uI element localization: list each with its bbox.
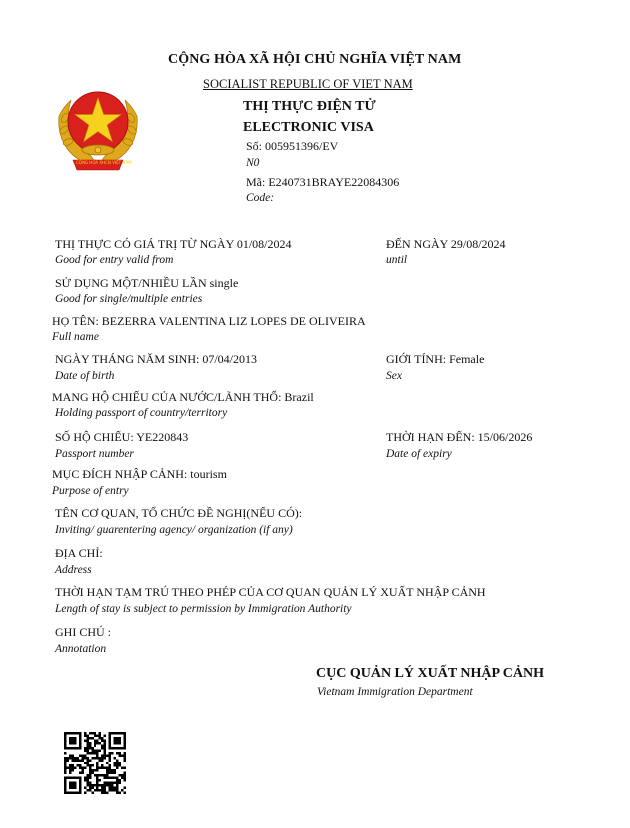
address-label: Address xyxy=(55,564,92,576)
department-name-vi: CỤC QUẢN LÝ XUẤT NHẬP CẢNH xyxy=(316,666,545,681)
passport-expiry-label: Date of expiry xyxy=(386,448,452,460)
country-name-en: SOCIALIST REPUBLIC OF VIET NAM xyxy=(203,77,413,91)
entries-label: Good for single/multiple entries xyxy=(55,293,203,305)
annotation-value: GHI CHÚ : xyxy=(55,625,111,639)
sex-value: GIỚI TÍNH: Female xyxy=(386,352,485,366)
agency-value: TÊN CƠ QUAN, TỔ CHỨC ĐỀ NGHỊ(NẾU CÓ): xyxy=(55,506,303,520)
country-name-vi: CỘNG HÒA XÃ HỘI CHỦ NGHĨA VIỆT NAM xyxy=(168,52,462,67)
qr-code-icon xyxy=(64,732,126,794)
stay-label: Length of stay is subject to permission by Immigration Authority xyxy=(55,603,352,615)
passport-expiry-value: THỜI HẠN ĐẾN: 15/06/2026 xyxy=(386,430,533,444)
visa-code-label-en: Code: xyxy=(246,192,275,204)
valid-until-label: until xyxy=(386,254,408,266)
dob-value: NGÀY THÁNG NĂM SINH: 07/04/2013 xyxy=(55,352,258,366)
full-name-value: HỌ TÊN: BEZERRA VALENTINA LIZ LOPES DE OLIVEIRA xyxy=(52,314,366,328)
entries-value: SỬ DỤNG MỘT/NHIỀU LẦN single xyxy=(55,276,239,290)
doc-title-vi: THỊ THỰC ĐIỆN TỬ xyxy=(243,99,376,114)
visa-number: Số: 005951396/EV xyxy=(246,139,339,153)
agency-label: Inviting/ guarentering agency/ organization (if any) xyxy=(55,524,293,536)
valid-from-label: Good for entry valid from xyxy=(55,254,174,266)
valid-from-value: THỊ THỰC CÓ GIÁ TRỊ TỪ NGÀY 01/08/2024 xyxy=(55,237,292,251)
doc-title-en: ELECTRONIC VISA xyxy=(243,120,374,135)
purpose-label: Purpose of entry xyxy=(52,485,129,497)
passport-number-value: SỐ HỘ CHIẾU: YE220843 xyxy=(55,430,189,444)
department-name-en: Vietnam Immigration Department xyxy=(317,686,473,698)
nationality-value: MANG HỘ CHIẾU CỦA NƯỚC/LÃNH THỔ: Brazil xyxy=(52,390,314,404)
purpose-value: MỤC ĐÍCH NHẬP CẢNH: tourism xyxy=(52,467,227,481)
address-value: ĐỊA CHỈ: xyxy=(55,546,103,560)
emblem-ribbon-text: CỘNG HÒA XHCN VIỆT NAM xyxy=(76,160,132,165)
annotation-label: Annotation xyxy=(55,643,107,655)
passport-number-label: Passport number xyxy=(55,448,134,460)
valid-until-value: ĐẾN NGÀY 29/08/2024 xyxy=(386,237,506,251)
full-name-label: Full name xyxy=(52,331,99,343)
sex-label: Sex xyxy=(386,370,402,382)
nationality-label: Holding passport of country/territory xyxy=(55,407,228,419)
visa-number-label-en: N0 xyxy=(246,157,260,169)
stay-value: THỜI HẠN TẠM TRÚ THEO PHÉP CỦA CƠ QUAN QUẢN LÝ XUẤT NHẬP CẢNH xyxy=(55,585,486,599)
visa-code: Mã: E240731BRAYE22084306 xyxy=(246,175,400,189)
dob-label: Date of birth xyxy=(55,370,115,382)
